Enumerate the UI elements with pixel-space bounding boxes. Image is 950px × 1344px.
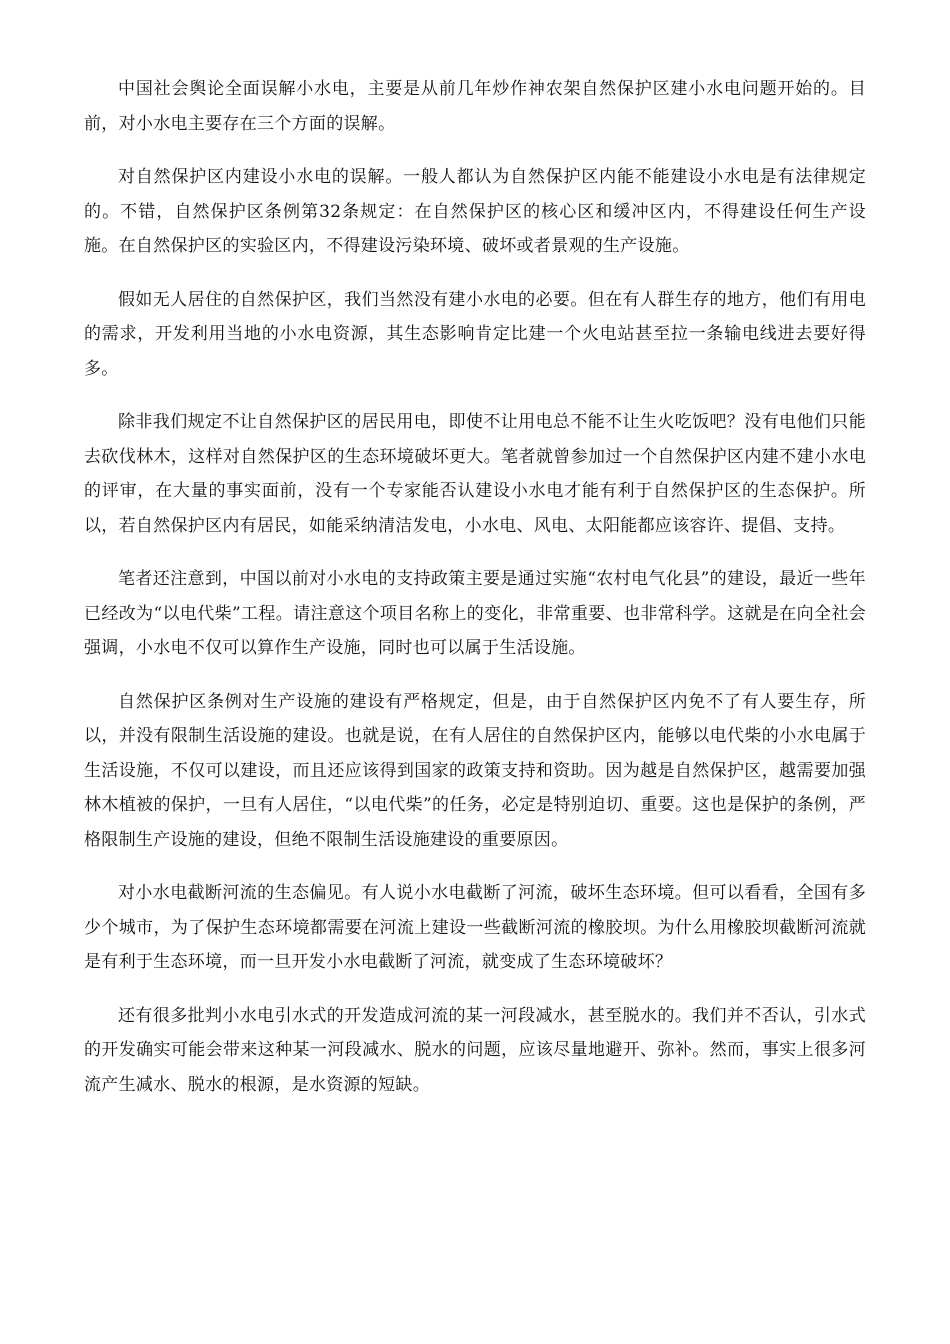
paragraph-5: 笔者还注意到，中国以前对小水电的支持政策主要是通过实施“农村电气化县”的建设，最近一些年已经改为“以电代柴”工程。请注意这个项目名称上的变化，非常重要、也非常科学。这就是在向全社会强调，小水电不仅可以算作生产设施，同时也可以属于生活设施。 — [84, 569, 866, 658]
paragraph-8: 还有很多批判小水电引水式的开发造成河流的某一河段减水，甚至脱水的。我们并不否认，引水式的开发确实可能会带来这种某一河段减水、脱水的问题，应该尽量地避开、弥补。然而，事实上很多河流产生减水、脱水的根源，是水资源的短缺。 — [84, 1005, 866, 1095]
paragraph-4: 除非我们规定不让自然保护区的居民用电，即使不让用电总不能不让生火吃饭吧？没有电他们只能去砍伐林木，这样对自然保护区的生态环境破坏更大。笔者就曾参加过一个自然保护区内建不建小水电的评审，在大量的事实面前，没有一个专家能否认建设小水电才能有利于自然保护区的生态保护。所以，若自然保护区内有居民，如能采纳清洁发电，小水电、风电、太阳能都应该容许、提倡、支持。 — [84, 412, 866, 536]
paragraph-7: 对小水电截断河流的生态偏见。有人说小水电截断了河流，破坏生态环境。但可以看看，全国有多少个城市，为了保护生态环境都需要在河流上建设一些截断河流的橡胶坝。为什么用橡胶坝截断河流就是有利于生态环境，而一旦开发小水电截断了河流，就变成了生态环境破坏？ — [84, 883, 866, 972]
paragraph-6: 自然保护区条例对生产设施的建设有严格规定，但是，由于自然保护区内免不了有人要生存，所以，并没有限制生活设施的建设。也就是说，在有人居住的自然保护区内，能够以电代柴的小水电属于生活设施，不仅可以建设，而且还应该得到国家的政策支持和资助。因为越是自然保护区，越需要加强林木植被的保护，一旦有人居住，“以电代柴”的任务，必定是特别迫切、重要。这也是保护的条例，严格限制生产设施的建设，但绝不限制生活设施建设的重要原因。 — [84, 691, 866, 850]
paragraph-1: 中国社会舆论全面误解小水电，主要是从前几年炒作神农架自然保护区建小水电问题开始的。目前，对小水电主要存在三个方面的误解。 — [84, 79, 866, 134]
paragraph-2: 对自然保护区内建设小水电的误解。一般人都认为自然保护区内能不能建设小水电是有法律规定的。不错，自然保护区条例第32条规定：在自然保护区的核心区和缓冲区内，不得建设任何生产设施。在自然保护区的实验区内，不得建设污染环境、破坏或者景观的生产设施。 — [84, 167, 866, 256]
paragraph-3: 假如无人居住的自然保护区，我们当然没有建小水电的必要。但在有人群生存的地方，他们有用电的需求，开发利用当地的小水电资源，其生态影响肯定比建一个火电站甚至拉一条输电线进去要好得多。 — [84, 289, 866, 379]
